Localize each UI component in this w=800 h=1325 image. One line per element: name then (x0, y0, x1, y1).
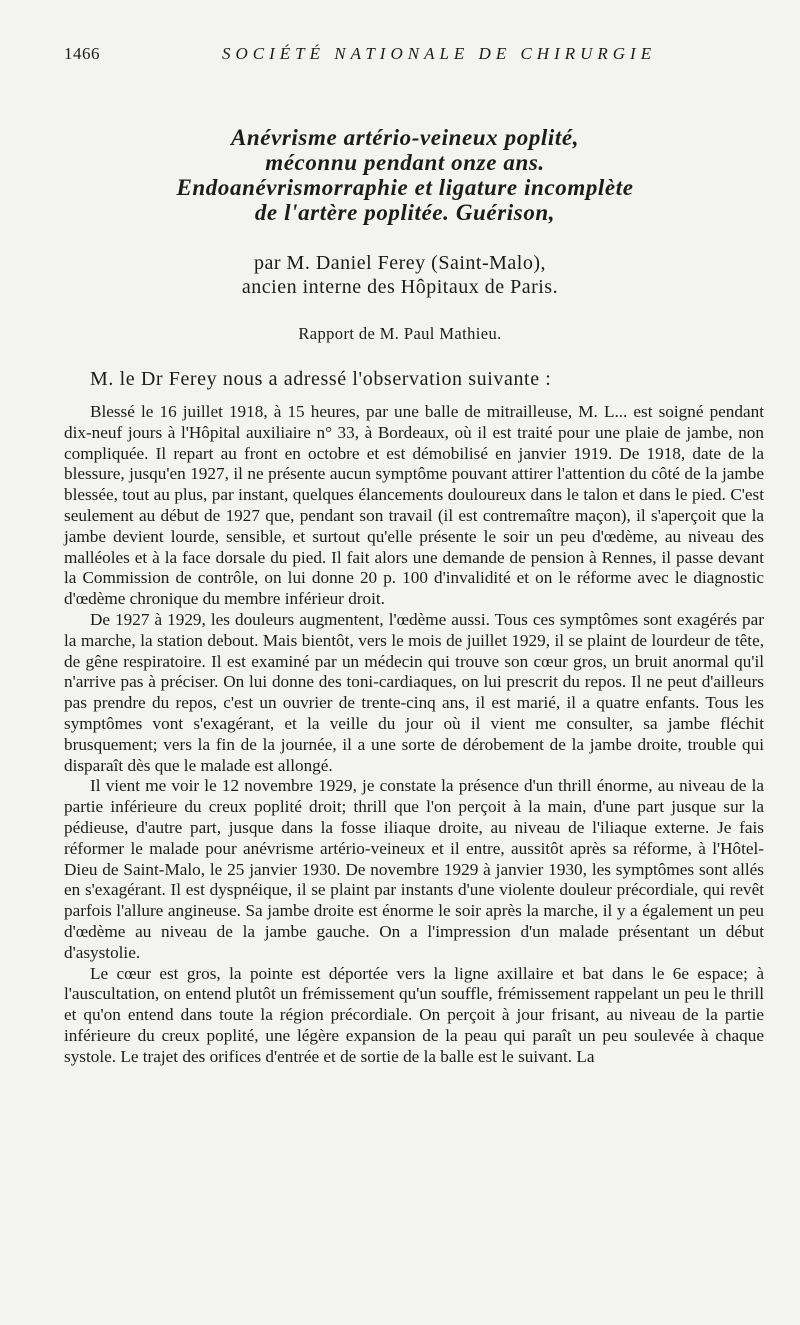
title-line: de l'artère poplitée. Guérison, (254, 200, 556, 225)
report-line: Rapport de M. Paul Mathieu. (298, 324, 502, 343)
intro-line: M. le Dr Ferey nous a adressé l'observation suivante : (90, 368, 552, 390)
body-paragraph: Le cœur est gros, la pointe est déportée vers la ligne axillaire et bat dans le 6e espace; à l'auscultation, on entend plutôt un frémissement qu'un souffle, frémissement rappelant un peu le thrill et qu'on entend dans toute la région précordiale. On perçoit à jour frisant, au niveau de la partie inférieure du creux poplité, une légère expansion de la peau qui paraît un peu soulevée à chaque systole. Le trajet des orifices d'entrée et de sortie de la balle est le suivant. La (64, 963, 764, 1066)
body-paragraph: Blessé le 16 juillet 1918, à 15 heures, par une balle de mitrailleuse, M. L... est soigné pendant dix-neuf jours à l'Hôpital auxiliaire n° 33, à Bordeaux, où il est traité pour une plaie de jambe, non compliquée. Il repart au front en octobre et est démobilisé en janvier 1919. De 1918, date de la blessure, jusqu'en 1927, il ne présente aucun symptôme pouvant attirer l'attention du côté de la jambe blessée, tout au plus, par instant, quelques élancements douloureux dans le talon et dans le pied. C'est seulement au début de 1927 que, pendant son travail (il est contremaître maçon), il s'aperçoit que la jambe devient lourde, sensible, et surtout qu'elle présente le soir un peu d'œdème, au niveau des malléoles et à la face dorsale du pied. Il fait alors une demande de pension à Rennes, il passe devant la Commission de contrôle, on lui donne 20 p. 100 d'invalidité et on le réforme avec le diagnostic d'œdème chronique du membre inférieur droit. (64, 402, 764, 609)
title-line: méconnu pendant onze ans. (265, 150, 545, 175)
body-paragraph: De 1927 à 1929, les douleurs augmentent, l'œdème aussi. Tous ces symptômes sont exagérés par la marche, la station debout. Mais bientôt, vers le mois de juillet 1929, il se plaint de lourdeur de tête, de gêne respiratoire. Il est examiné par un médecin qui trouve son cœur gros, un bruit anormal qu'il n'arrive pas à préciser. On lui donne des toni-cardiaques, on lui prescrit du repos. Il ne peut d'ailleurs pas prendre du repos, c'est un ouvrier de trente-cinq ans, il est marié, il a quatre enfants. Tous les symptômes vont s'exagérant, et la veille du jour où il vient me consulter, sa jambe fléchit brusquement; vers la fin de la journée, il a une sorte de dérobement de la jambe droite, trouble qui disparaît dès que le malade est allongé. (64, 609, 764, 775)
journal-title: SOCIÉTÉ NATIONALE DE CHIRURGIE (222, 44, 657, 63)
author-affiliation: ancien interne des Hôpitaux de Paris. (241, 276, 559, 298)
title-line: Anévrisme artério-veineux poplité, (230, 125, 580, 150)
author-line: par M. Daniel Ferey (Saint-Malo), (254, 252, 546, 274)
article-body (64, 402, 764, 1068)
body-paragraph: Il vient me voir le 12 novembre 1929, je constate la présence d'un thrill énorme, au niveau de la partie inférieure du creux poplité droit; thrill que l'on perçoit à la main, d'une part jusque sur la pédieuse, d'autre part, jusque dans la fosse iliaque droite, au niveau de l'iliaque externe. Je fais réformer le malade pour anévrisme artério-veineux et il entre, aussitôt après sa réforme, à l'Hôtel-Dieu de Saint-Malo, le 25 janvier 1930. De novembre 1929 à janvier 1930, les symptômes sont allés en s'exagérant. Il est dyspnéique, il se plaint par instants d'une violente douleur précordiale, qui revêt parfois l'allure angineuse. Sa jambe droite est énorme le soir après la marche, il y a également un peu d'œdème au niveau de la jambe gauche. On a l'impression d'un malade présentant un début d'asystolie. (64, 776, 764, 962)
page-number: 1466 (64, 44, 100, 63)
running-header (64, 44, 752, 68)
article-title (0, 125, 800, 225)
title-line: Endoanévrismorraphie et ligature incomplète (176, 175, 634, 200)
